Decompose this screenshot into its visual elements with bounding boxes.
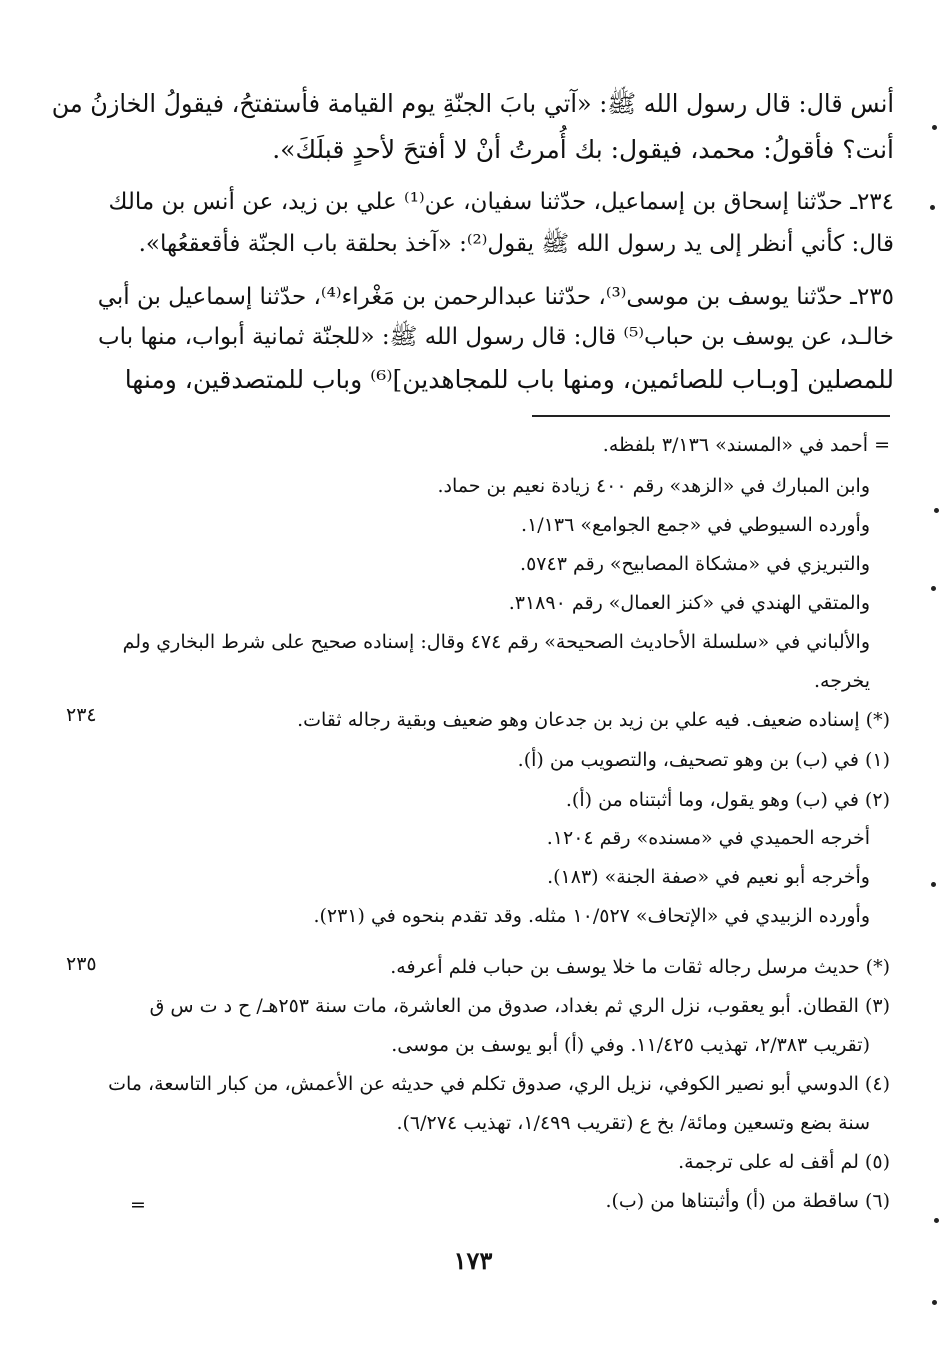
footnote-line: سنة بضع وتسعين ومائة/ بخ ع (تقريب ١/٤٩٩، تهذيب ٦/٢٧٤). — [396, 1112, 870, 1134]
footnote-line: وأورده الزبيدي في «الإتحاف» ١٠/٥٢٧ مثله. وقد تقدم بنحوه في (٢٣١). — [313, 905, 870, 927]
main-text-line-1: أنس قال: قال رسول الله ﷺ: «آتي بابَ الجنّةِ يوم القيامة فأستفتحُ، فيقولُ الخازنُ من — [51, 89, 894, 118]
page-number: ١٧٣ — [453, 1246, 493, 1275]
scan-speck — [934, 508, 939, 513]
footnote-line: وابن المبارك في «الزهد» رقم ٤٠٠ زيادة نعيم بن حماد. — [437, 475, 870, 497]
scan-speck — [932, 125, 937, 130]
hadith-235-line-3: للمصلين [وبـاب للصائمين، ومنها باب للمجاهدين]⁽⁶⁾ وباب للمتصدقين، ومنها — [124, 365, 894, 394]
footnote-line: = أحمد في «المسند» ٣/١٣٦ بلفظه. — [602, 434, 890, 456]
footnote-line: أخرجه الحميدي في «مسنده» رقم ١٢٠٤. — [546, 827, 870, 849]
footnote-line: (٤) الدوسي أبو نصير الكوفي، نزيل الري، صدوق تكلم في حديثه عن الأعمش، من كبار التاسعة، مات — [108, 1073, 890, 1095]
footnote-line: وأخرجه أبو نعيم في «صفة الجنة» (١٨٣). — [547, 866, 870, 888]
margin-marker-235: ٢٣٥ — [66, 953, 97, 975]
scan-speck — [930, 205, 935, 210]
scan-speck — [931, 882, 936, 887]
main-text-line-2: أنت؟ فأقولُ: محمد، فيقول: بك أُمرتُ أنْ لا أفتحَ لأحدٍ قبلَكَ». — [272, 135, 894, 164]
hadith-234-line-2: قال: كأني أنظر إلى يد رسول الله ﷺ يقول⁽²⁾: «آخذ بحلقة باب الجنّة فأقعقعُها». — [138, 231, 894, 257]
footnote-line: (*) حديث مرسل رجاله ثقات ما خلا يوسف بن حباب فلم أعرفه. — [390, 956, 890, 978]
footnote-line: (٦) ساقطة من (أ) وأثبتناها من (ب). — [605, 1190, 890, 1212]
hadith-234-line-1: ٢٣٤ـ حدّثنا إسحاق بن إسماعيل، حدّثنا سفيان، عن⁽¹⁾ علي بن زيد، عن أنس بن مالك — [108, 189, 894, 215]
footnote-line: (١) في (ب) بن وهو تصحيف، والتصويب من (أ). — [517, 749, 890, 771]
footnote-line: يخرجه. — [813, 670, 870, 692]
footnote-line: (٥) لم أقف له على ترجمة. — [678, 1151, 890, 1173]
footnote-line: والتبريزي في «مشكاة المصابيح» رقم ٥٧٤٣. — [520, 553, 870, 575]
footnote-line: والمتقي الهندي في «كنز العمال» رقم ٣١٨٩٠. — [508, 592, 870, 614]
hadith-235-line-1: ٢٣٥ـ حدّثنا يوسف بن موسى⁽³⁾، حدّثنا عبدالرحمن بن مَغْراء⁽⁴⁾، حدّثنا إسماعيل بن أبي — [97, 284, 894, 310]
footnote-divider — [532, 415, 890, 417]
margin-continuation-mark: = — [130, 1194, 146, 1216]
scan-speck — [932, 1300, 937, 1305]
footnote-line: (تقريب ٢/٣٨٣، تهذيب ١١/٤٢٥. وفي (أ) أبو يوسف بن موسى. — [391, 1034, 870, 1056]
margin-marker-234: ٢٣٤ — [66, 704, 97, 726]
footnote-line: (٢) في (ب) وهو يقول، وما أثبتناه من (أ). — [565, 789, 890, 811]
hadith-235-line-2: خالـد، عن يوسف بن حباب⁽⁵⁾ قال: قال رسول الله ﷺ: «للجنّة ثمانية أبواب، منها باب — [98, 324, 894, 350]
footnote-line: وأورده السيوطي في «جمع الجوامع» ١/١٣٦. — [521, 514, 870, 536]
footnote-line: (٣) القطان. أبو يعقوب، نزل الري ثم بغداد، صدوق من العاشرة، مات سنة ٢٥٣هـ/ ح د ت س ق — [149, 995, 890, 1017]
scan-speck — [931, 586, 936, 591]
scan-speck — [934, 1218, 939, 1223]
footnote-line: والألباني في «سلسلة الأحاديث الصحيحة» رقم ٤٧٤ وقال: إسناده صحيح على شرط البخاري ولم — [122, 631, 870, 653]
footnote-line: (*) إسناده ضعيف. فيه علي بن زيد بن جدعان وهو ضعيف وبقية رجاله ثقات. — [297, 709, 890, 731]
